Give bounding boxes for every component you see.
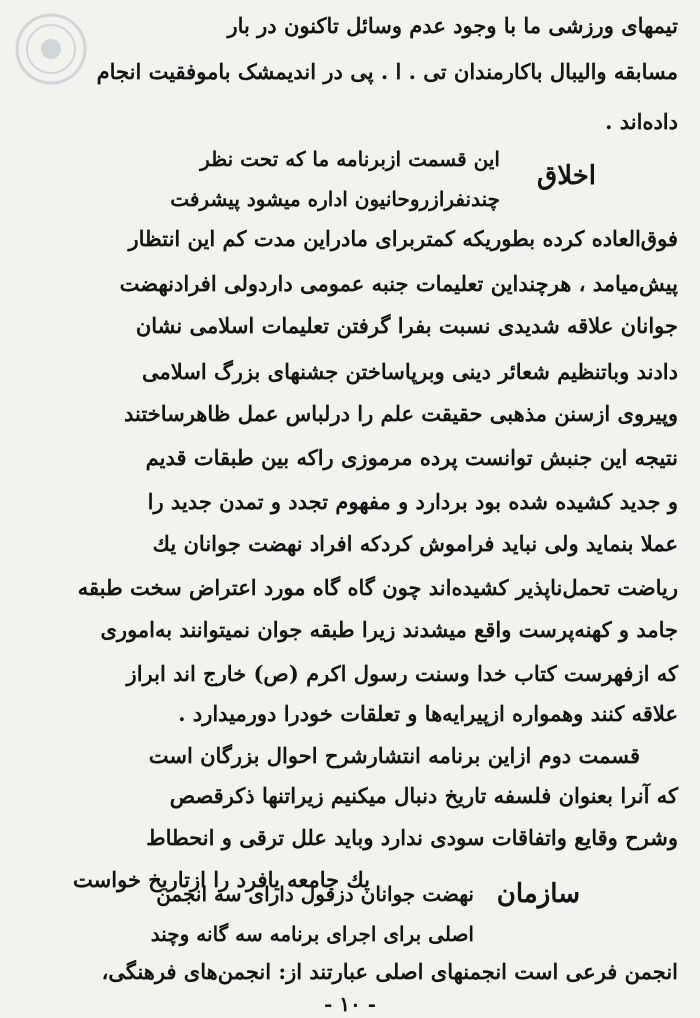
archive-seal-icon — [14, 12, 88, 86]
akhlagh-body-line-5: وپیروی ازسنن مذهبی حقیقت علم را درلباس عمل ظاهرساختند — [124, 401, 678, 426]
akhlagh-body-line-11: که ازفهرست کتاب خدا وسنت رسول اکرم (ص) خارج اند ابراز — [126, 661, 678, 686]
second-section-line-2: که آنرا بعنوان فلسفه تاریخ دنبال میکنیم زیراتنها ذکرقصص — [169, 783, 678, 808]
sazman-beside-line-1: نهضت جوانان دزفول دارای سه انجمن — [156, 882, 474, 906]
akhlagh-body-line-3: جوانان علاقه شدیدی نسبت بفرا گرفتن تعلیمات اسلامی نشان — [135, 313, 678, 338]
page-number: - ١٠ - — [323, 992, 376, 1016]
akhlagh-beside-line-2: چندنفرازروحانیون اداره میشود پیشرفت — [170, 187, 500, 211]
second-section-line-3: وشرح وقایع واتفاقات سودی ندارد وباید علل ترقی و انحطاط — [146, 825, 678, 850]
akhlagh-beside-line-1: این قسمت ازبرنامه ما که تحت نظر — [200, 147, 500, 171]
akhlagh-body-line-7: و جدید کشیده شده بود بردارد و مفهوم تجدد و تمدن جدید را — [147, 489, 678, 514]
intro-line-2: مسابقه والیبال باکارمندان تی . ا . پی در اندیمشک باموفقیت انجام — [96, 59, 678, 84]
intro-line-3: داده‌اند . — [605, 109, 678, 134]
sazman-heading: سازمان — [496, 879, 580, 909]
sazman-body-line-1: انجمن فرعی است انجمنهای اصلی عبارتند از: انجمن‌های فرهنگی، — [101, 959, 678, 984]
akhlagh-body-line-9: ریاضت تحمل‌ناپذیر کشیده‌اند چون گاه گاه مورد اعتراض سخت طبقه — [77, 575, 678, 600]
second-section-line-4: یك جامعه یافرد را ازتاریخ خواست — [73, 867, 370, 892]
akhlagh-body-line-4: دادند وباتنظیم شعائر دینی وبرپاساختن جشنهای بزرگ اسلامی — [141, 359, 678, 384]
sazman-beside-line-2: اصلی برای اجرای برنامه سه گانه وچند — [150, 922, 474, 946]
akhlagh-body-line-6: نتیجه این جنبش توانست پرده مرموزی راکه بین طبقات قدیم — [145, 445, 678, 470]
intro-line-1: تیمهای ورزشی ما با وجود عدم وسائل تاکنون در بار — [227, 13, 678, 38]
akhlagh-heading: اخلاق — [537, 161, 596, 191]
second-section-line-1: قسمت دوم ازاین برنامه انتشارشرح احوال بزرگان است — [148, 743, 640, 768]
akhlagh-body-line-10: جامد و کهنه‌پرست واقع میشدند زیرا طبقه جوان نمیتوانند به‌اموری — [100, 617, 678, 642]
akhlagh-body-line-12: علاقه کنند وهمواره ازپیرایه‌ها و تعلقات خودرا دورمیدارد . — [178, 701, 678, 726]
akhlagh-body-line-1: فوق‌العاده کرده بطوریکه کمتربرای مادراین مدت کم این انتظار — [128, 226, 678, 251]
akhlagh-body-line-2: پیش‌میامد ، هرچنداین تعلیمات جنبه عمومی داردولی افرادنهضت — [119, 271, 678, 296]
akhlagh-body-line-8: عملا بنماید ولی نباید فراموش کردکه افراد نهضت جوانان یك — [152, 531, 678, 556]
